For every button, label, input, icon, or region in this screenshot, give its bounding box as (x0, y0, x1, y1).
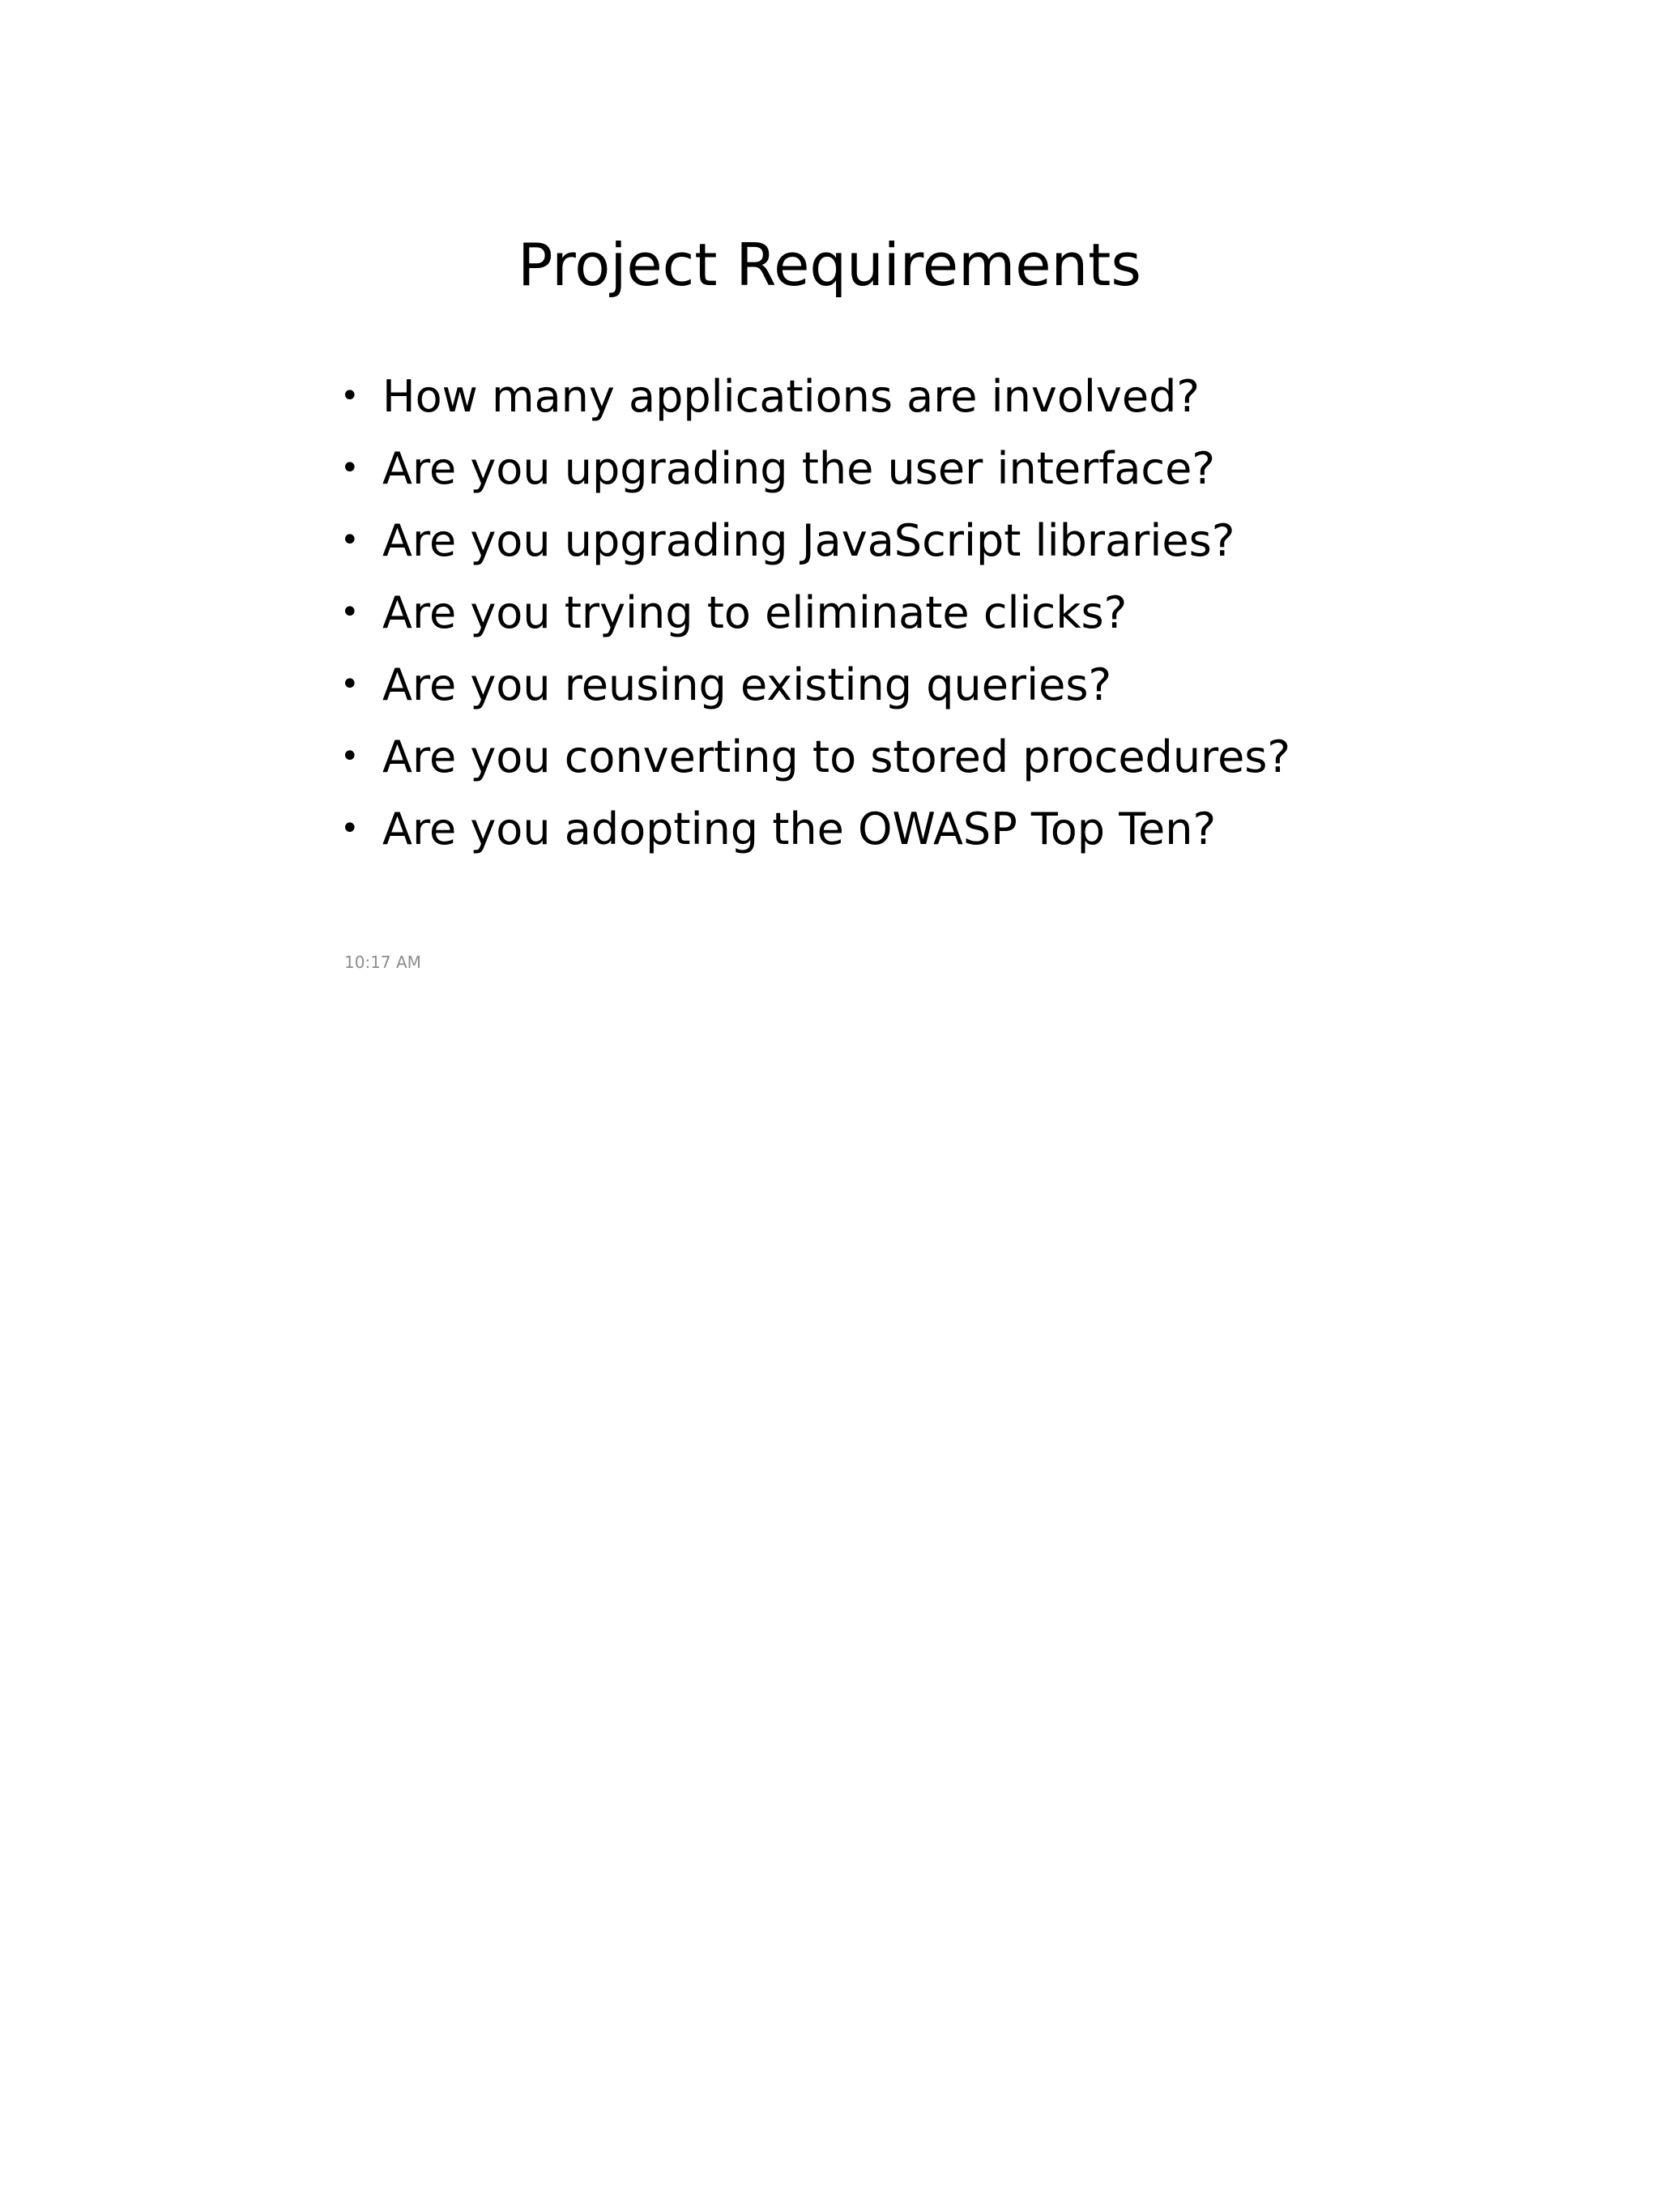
bullet-text: Are you converting to stored procedures? (382, 731, 1291, 782)
bullet-icon: • (340, 810, 360, 847)
bullet-item (340, 577, 1290, 649)
bullet-item (340, 793, 1290, 865)
bullet-text: Are you reusing existing queries? (382, 659, 1112, 710)
bullet-item (340, 649, 1290, 721)
bullet-icon: • (340, 594, 360, 631)
bullet-icon: • (340, 522, 360, 559)
bullet-text: Are you upgrading JavaScript libraries? (382, 515, 1235, 566)
slide-title: Project Requirements (518, 231, 1141, 299)
bullet-icon: • (340, 666, 360, 703)
bullet-item (340, 433, 1290, 505)
bullet-icon: • (340, 738, 360, 775)
bullet-list (340, 360, 1290, 865)
bullet-item (340, 360, 1290, 433)
bullet-text: Are you upgrading the user interface? (382, 443, 1215, 494)
bullet-icon: • (340, 377, 360, 415)
timestamp: 10:17 AM (344, 953, 421, 972)
bullet-text: How many applications are involved? (382, 371, 1201, 422)
bullet-text: Are you adopting the OWASP Top Ten? (382, 803, 1217, 855)
bullet-text: Are you trying to eliminate clicks? (382, 587, 1128, 638)
bullet-icon: • (340, 450, 360, 487)
bullet-item (340, 505, 1290, 577)
bullet-item (340, 721, 1290, 793)
